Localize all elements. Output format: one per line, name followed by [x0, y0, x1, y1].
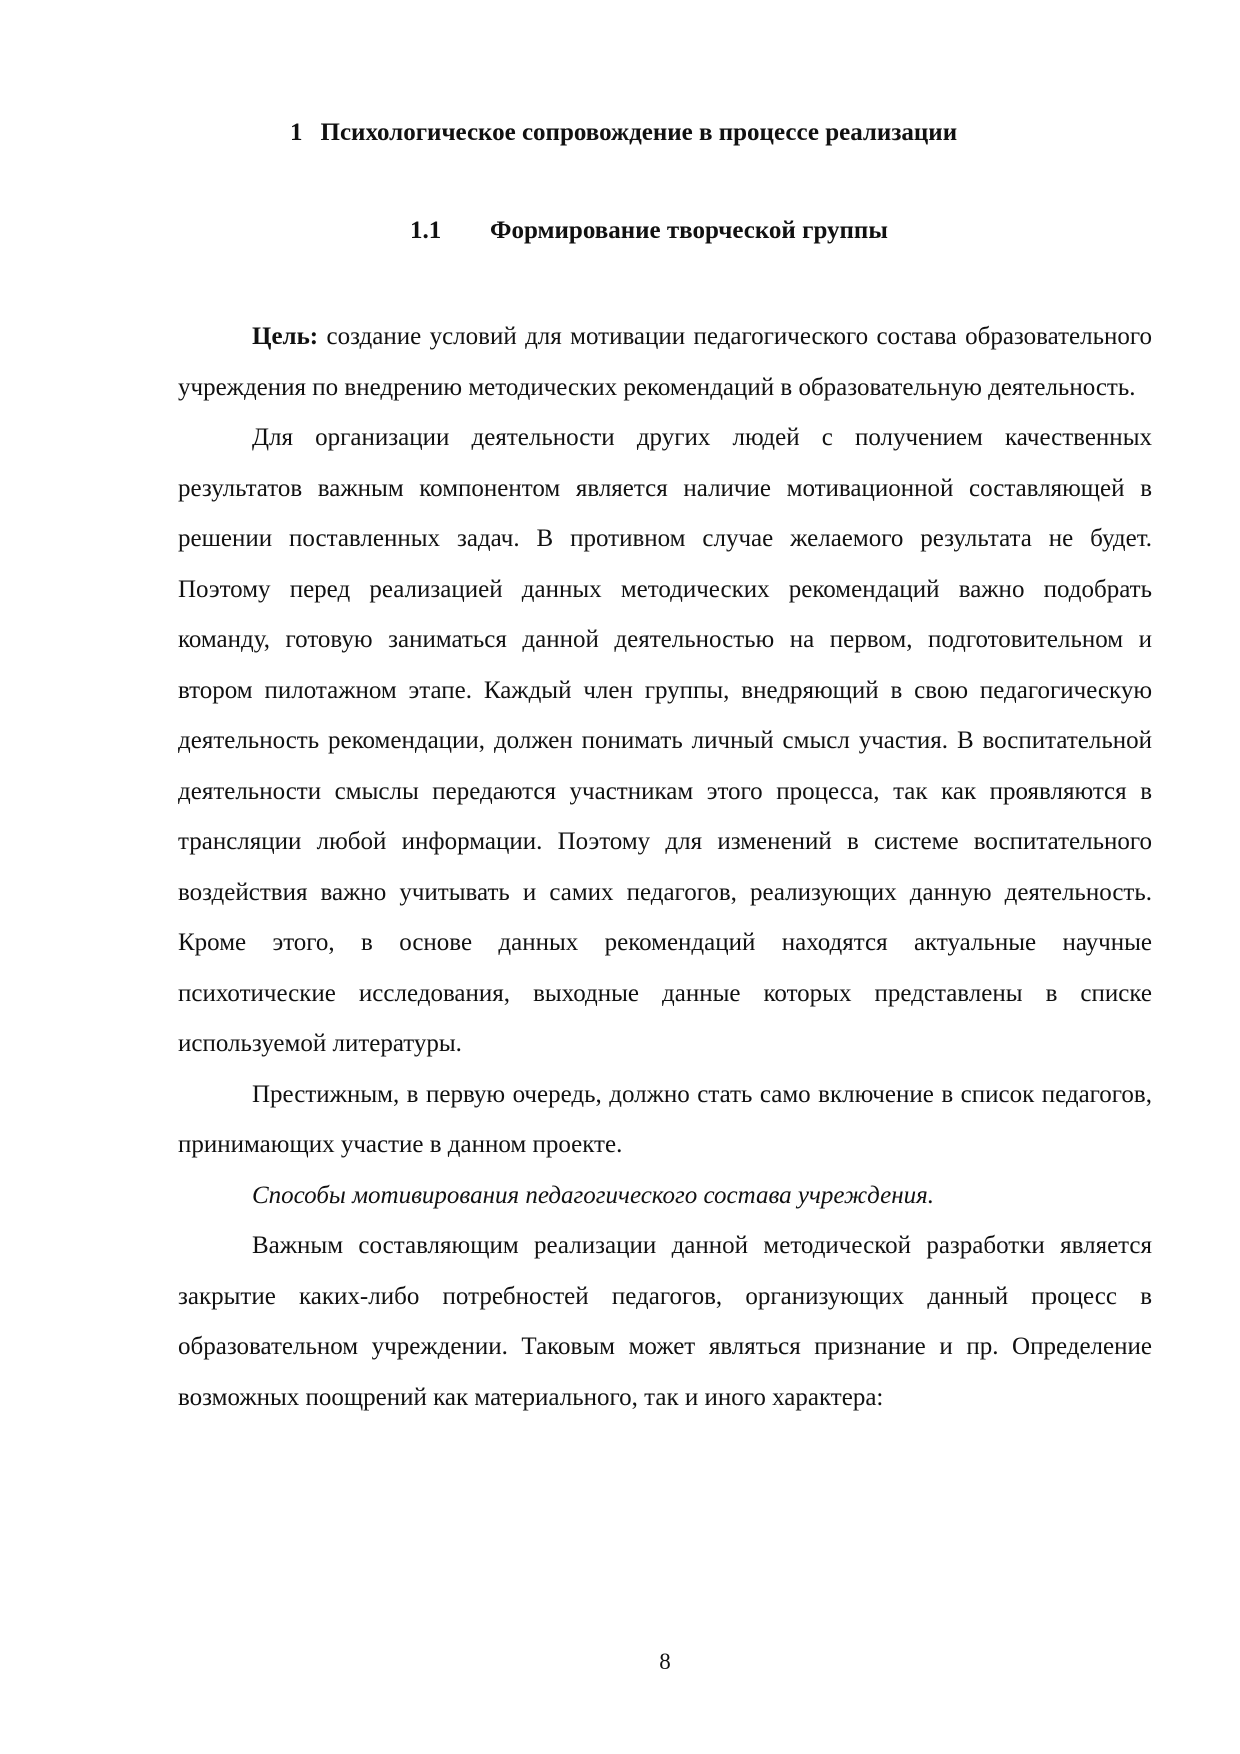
paragraph-motivation: Для организации деятельности других людей с получением качественных результатов важным компонентом является наличие мотивационной составляющей в решении поставленных задач. В противном случае желаемого результата не будет. Поэтому перед реализацией данных методических рекомендаций важно подобрать команду, готовую заниматься данной деятельностью на первом, подготовительном и втором пилотажном этапе. Каждый член группы, внедряющий в свою педагогическую деятельность рекомендации, должен понимать личный смысл участия. В воспитательной деятельности смыслы передаются участникам этого процесса, так как проявляются в трансляции любой информации. Поэтому для изменений в системе воспитательного воздействия важно учитывать и самих педагогов, реализующих данную деятельность. Кроме этого, в основе данных рекомендаций находятся актуальные научные психотические исследования, выходные данные которых представлены в списке используемой литературы. — [178, 424, 1152, 1057]
subsection-number: 1.1 — [410, 217, 442, 244]
subsection-heading — [410, 216, 888, 246]
subsection-title: Формирование творческой группы — [490, 217, 888, 244]
goal-label: Цель: — [252, 323, 319, 350]
goal-paragraph — [178, 312, 1152, 413]
section-heading — [290, 118, 957, 148]
body-text — [178, 312, 1152, 1423]
goal-text: создание условий для мотивации педагогического состава образовательного учреждения по внедрению методических рекомендаций в образовательную деятельность. — [178, 323, 1152, 401]
paragraph-prestige: Престижным, в первую очередь, должно стать само включение в список педагогов, принимающих участие в данном проекте. — [178, 1080, 1152, 1158]
paragraph-methods-subheading: Способы мотивирования педагогического состава учреждения. — [252, 1181, 934, 1209]
section-title: Психологическое сопровождение в процессе реализации — [320, 119, 958, 146]
paragraph-needs: Важным составляющим реализации данной методической разработки является закрытие каких-либо потребностей педагогов, организующих данный процесс в образовательном учреждении. Таковым может являться признание и пр. Определение возможных поощрений как материального, так и иного характера: — [178, 1232, 1152, 1411]
section-number: 1 — [290, 119, 303, 146]
page-number: 8 — [659, 1649, 671, 1674]
